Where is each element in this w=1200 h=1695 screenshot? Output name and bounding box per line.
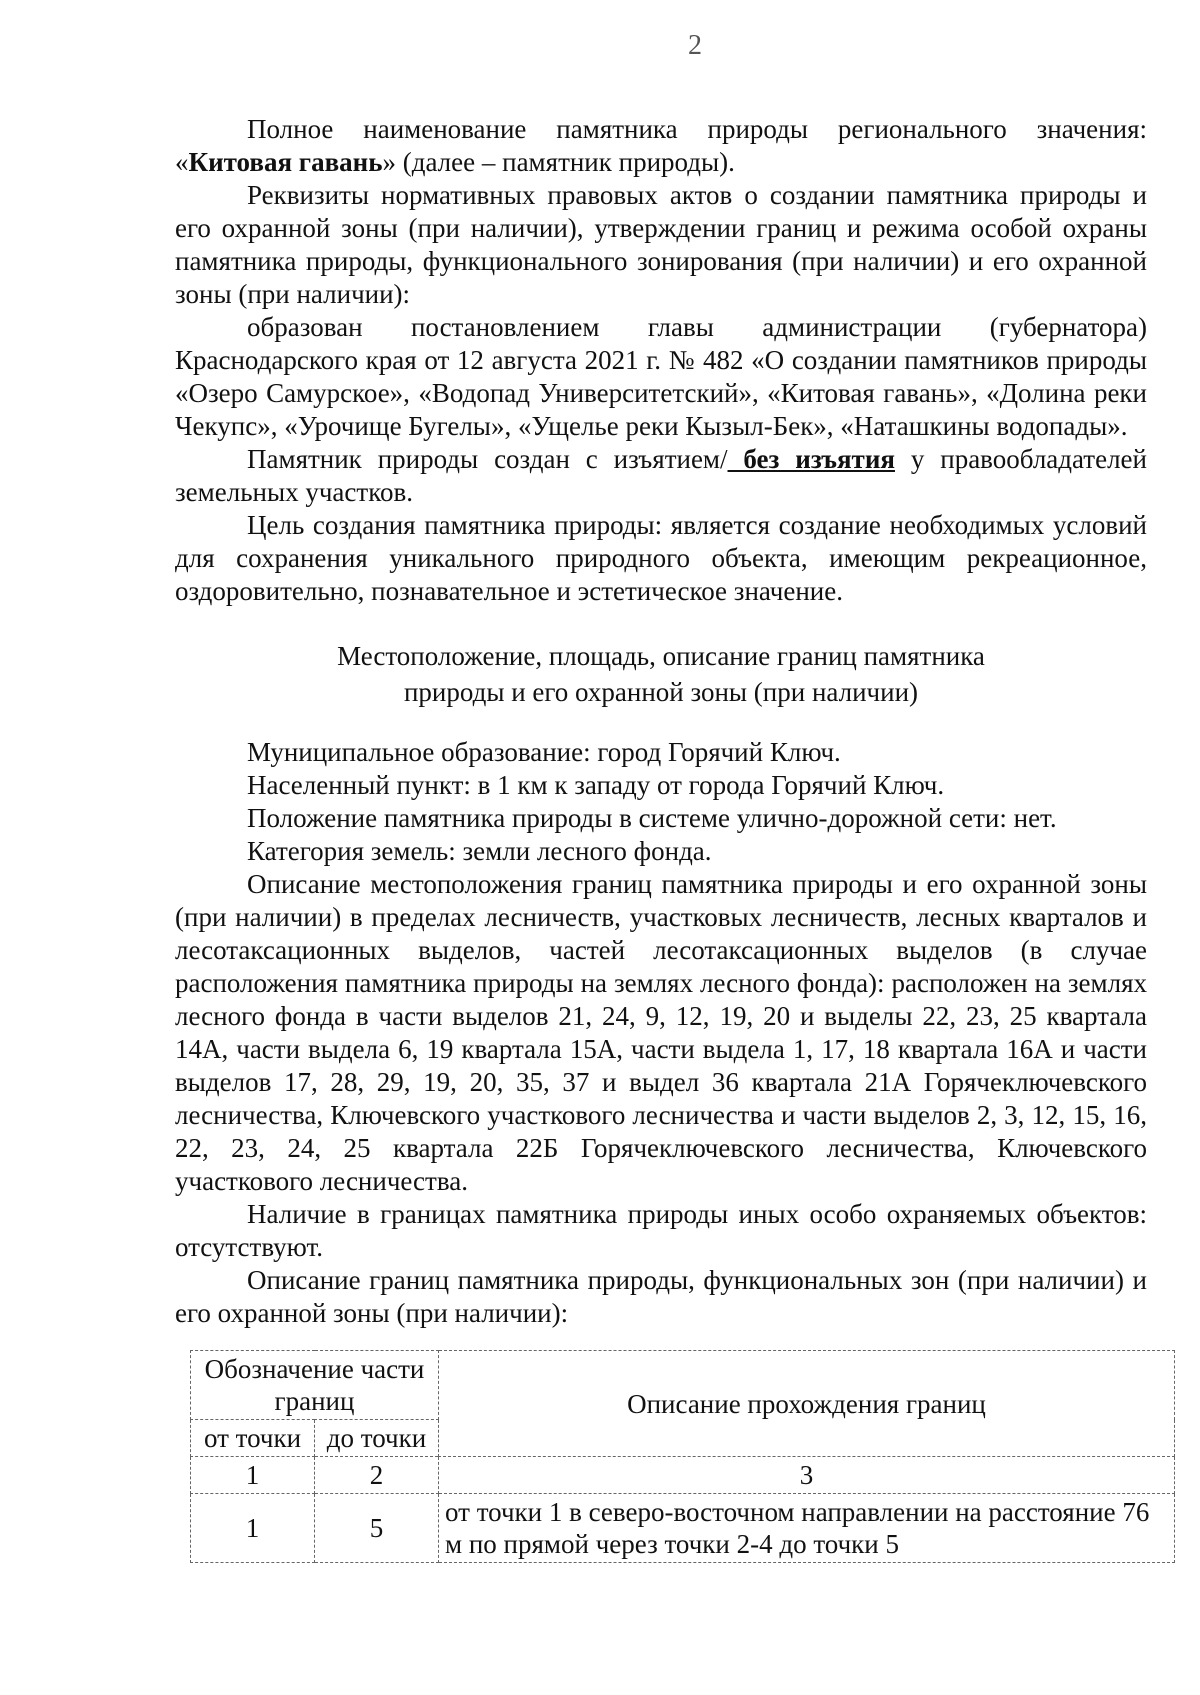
withdrawal-suffix: у правообладателей земельных участков. (175, 444, 1147, 507)
withdrawal-prefix: Памятник природы создан с изъятием/ (247, 444, 728, 474)
paragraph-municipality: Муниципальное образование: город Горячий Ключ. (247, 737, 841, 767)
paragraph-full-name (175, 113, 1147, 179)
column-number-2: 2 (315, 1457, 439, 1494)
withdrawal-option: без изъятия (727, 444, 895, 474)
paragraph-withdrawal (175, 443, 1147, 509)
paragraph-decree: образован постановлением главы администрации (губернатора) Краснодарского края от 12 августа 2021 г. № 482 «О создании памятников природы «Озеро Самурское», «Водопад Университетский», «Китовая гавань», «Долина реки Чекупс», «Урочище Бугелы», «Ущелье реки Кызыл-Бек», «Наташкины водопады». (175, 312, 1147, 441)
paragraph-legal-acts: Реквизиты нормативных правовых актов о создании памятника природы и его охранной зоны (при наличии), утверждении границ и режима особой охраны памятника природы, функционального зонирования (при наличии) и его охранной зоны (при наличии): (175, 180, 1147, 309)
table-row (191, 1494, 1175, 1563)
header-to-point: до точки (315, 1420, 439, 1457)
section-title-line-2: природы и его охранной зоны (при наличии) (403, 677, 919, 707)
paragraph-settlement: Населенный пункт: в 1 км к западу от города Горячий Ключ. (247, 770, 945, 800)
full-name-prefix: Полное наименование памятника природы регионального значения: « (175, 114, 1147, 177)
column-number-1: 1 (191, 1457, 315, 1494)
cell-description: от точки 1 в северо-восточном направлении на расстояние 76 м по прямой через точки 2-4 до точки 5 (439, 1494, 1175, 1563)
nature-monument-name: Китовая гавань (188, 147, 383, 177)
paragraph-land-category: Категория земель: земли лесного фонда. (247, 836, 712, 866)
header-boundary-parts: Обозначение части границ (191, 1351, 439, 1420)
section-title-line-1: Местоположение, площадь, описание границ памятника (337, 641, 985, 671)
paragraph-other-protected: Наличие в границах памятника природы иных особо охраняемых объектов: отсутствуют. (175, 1199, 1147, 1262)
document-body (175, 113, 1147, 1330)
page-number: 2 (688, 30, 702, 61)
table-number-row (191, 1457, 1175, 1494)
table-header-row (191, 1351, 1175, 1420)
header-description: Описание прохождения границ (439, 1351, 1175, 1457)
cell-from: 1 (191, 1494, 315, 1563)
paragraph-location-description: Описание местоположения границ памятника природы и его охранной зоны (при наличии) в пределах лесничеств, участковых лесничеств, лесных кварталов и лесотаксационных выделов, частей лесотаксационных выделов (в случае расположения памятника природы на землях лесного фонда): расположен на землях лесного фонда в части выделов 21, 24, 9, 12, 19, 20 и выделы 22, 23, 25 квартала 14А, части выдела 6, 19 квартала 15А, части выдела 1, 17, 18 квартала 16А и части выделов 17, 28, 29, 19, 20, 35, 37 и выдел 36 квартала 21А Горячеключевского лесничества, Ключевского участкового лесничества и части выделов 2, 3, 12, 15, 16, 22, 23, 24, 25 квартала 22Б Горячеключевского лесничества, Ключевского участкового лесничества. (175, 869, 1147, 1196)
cell-to: 5 (315, 1494, 439, 1563)
paragraph-boundary-description: Описание границ памятника природы, функциональных зон (при наличии) и его охранной зоны (при наличии): (175, 1265, 1147, 1328)
section-title (175, 638, 1147, 710)
paragraph-road-network: Положение памятника природы в системе улично-дорожной сети: нет. (247, 803, 1057, 833)
boundary-table (190, 1350, 1175, 1563)
paragraph-purpose: Цель создания памятника природы: является создание необходимых условий для сохранения уникального природного объекта, имеющим рекреационное, оздоровительно, познавательное и эстетическое значение. (175, 510, 1147, 606)
column-number-3: 3 (439, 1457, 1175, 1494)
header-from-point: от точки (191, 1420, 315, 1457)
full-name-suffix: » (далее – памятник природы). (382, 147, 735, 177)
